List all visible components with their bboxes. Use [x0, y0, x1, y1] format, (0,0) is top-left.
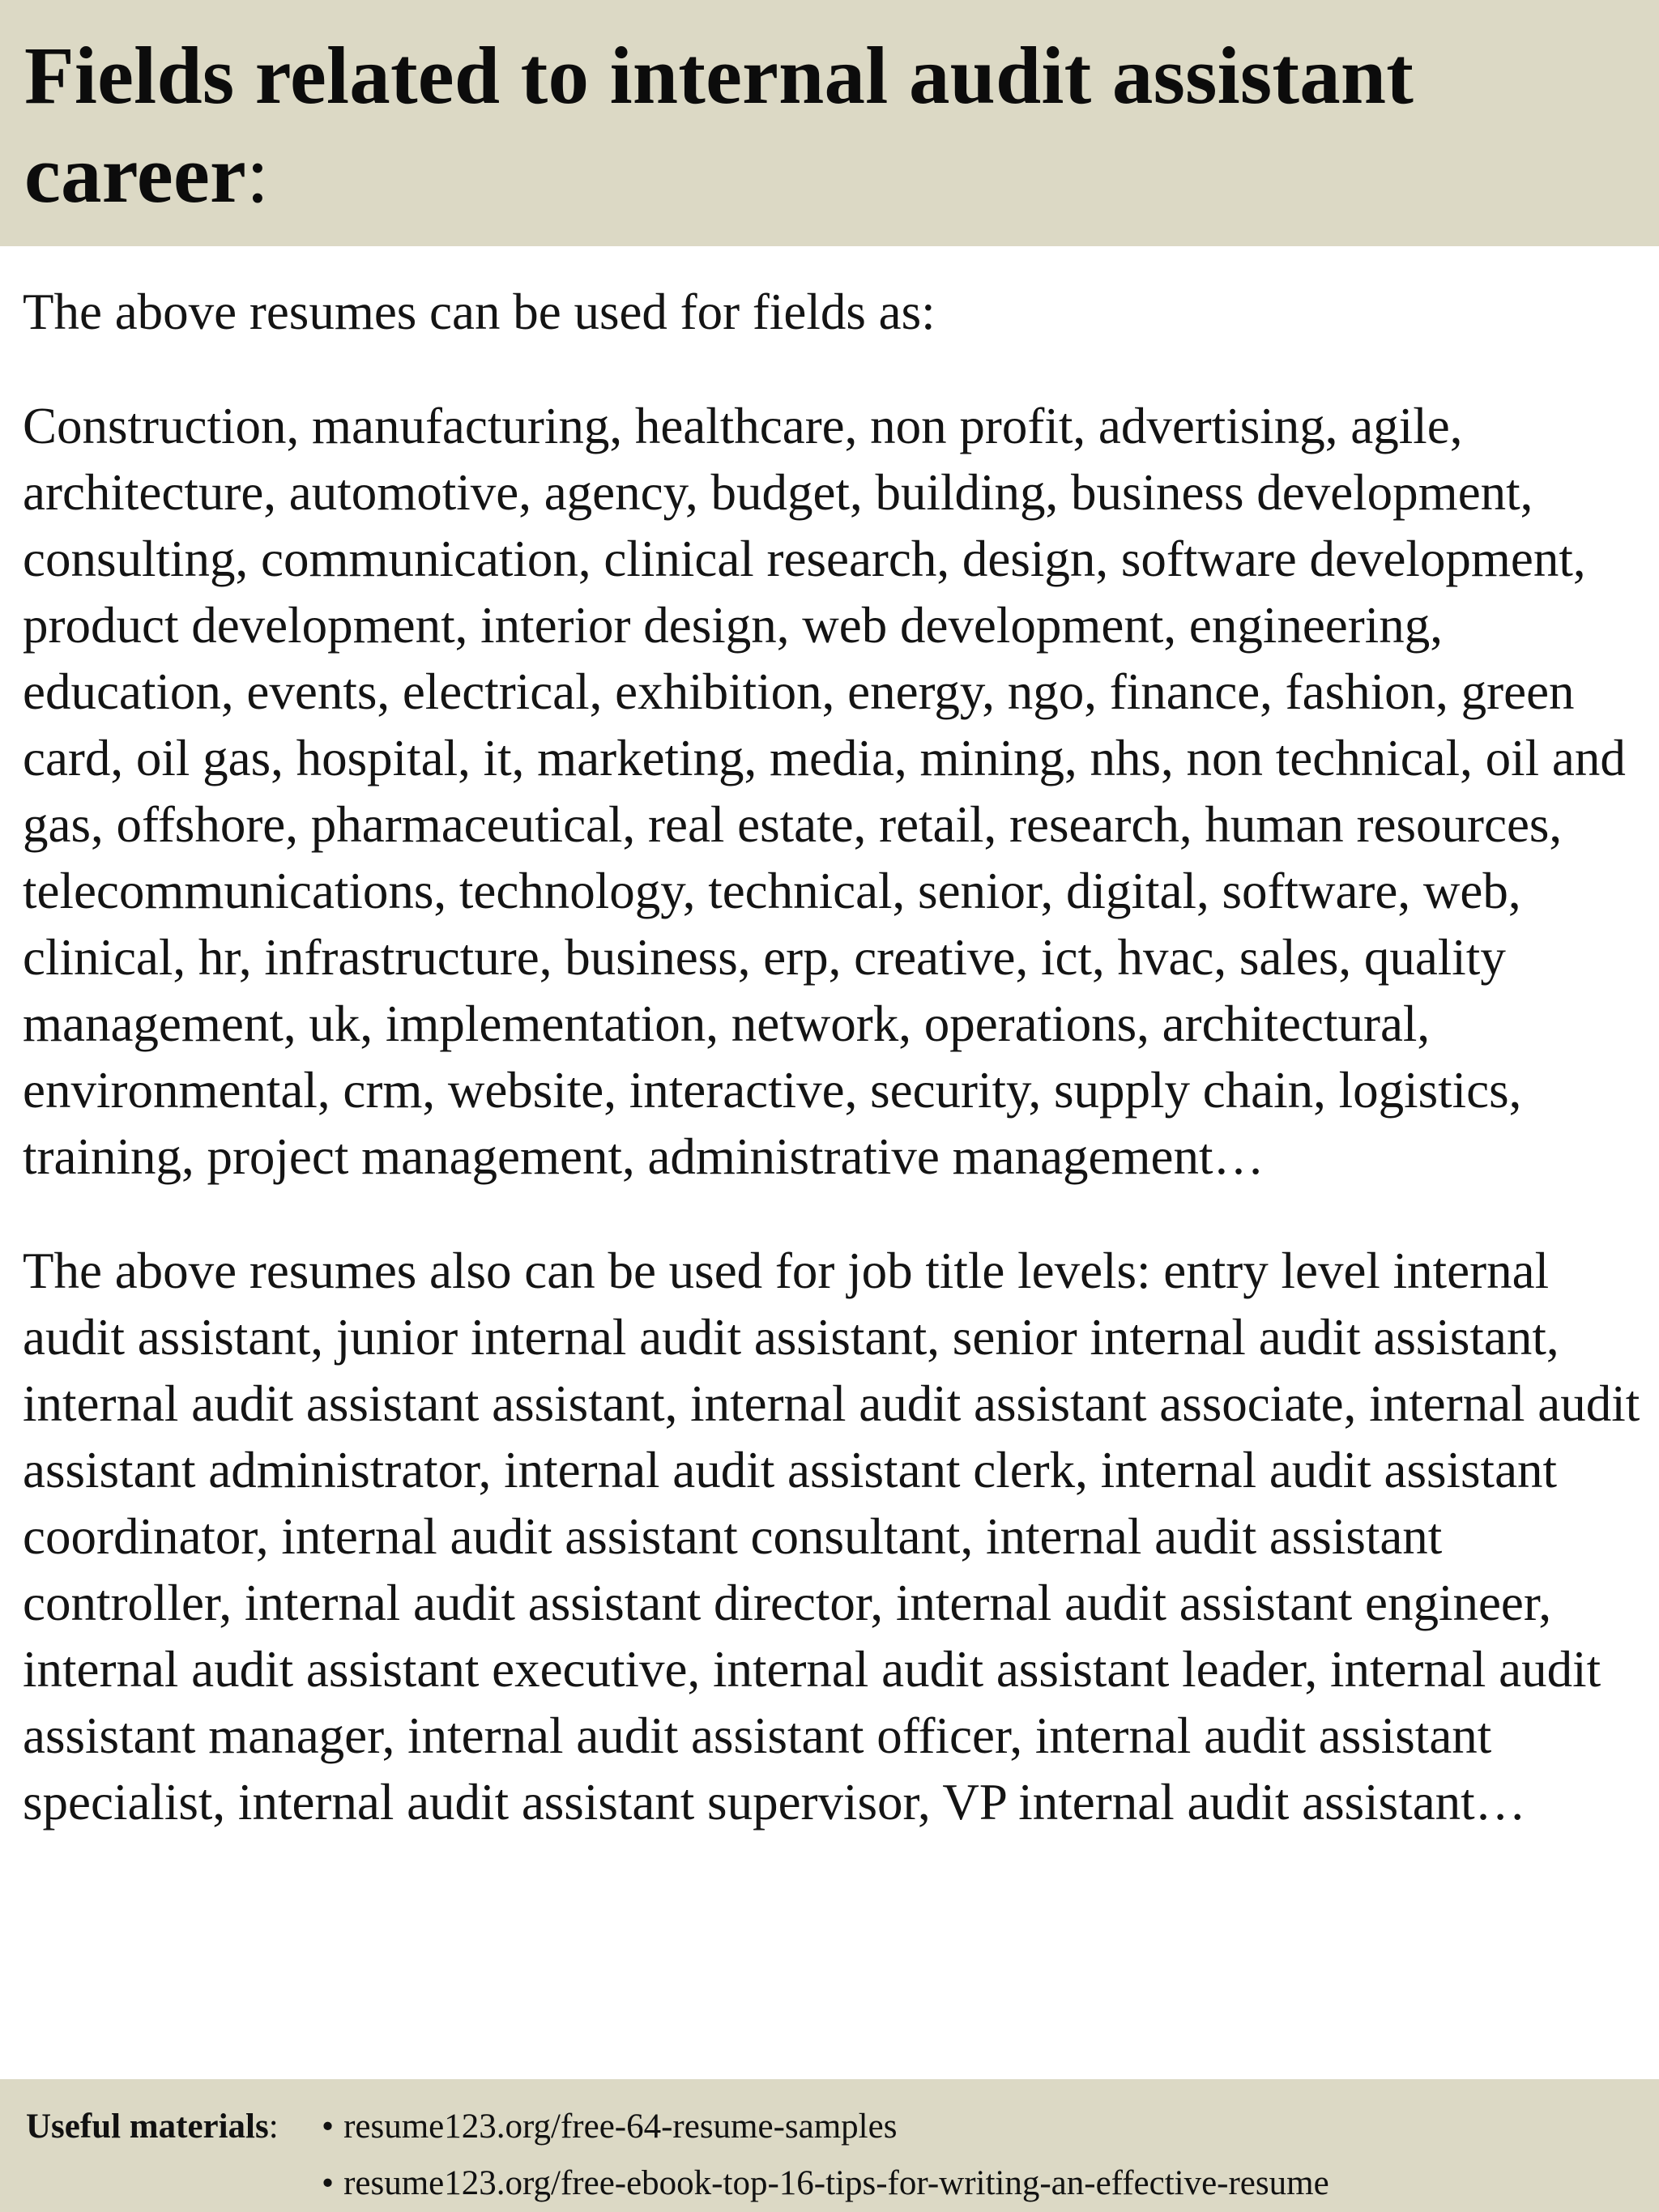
footer-link-2[interactable]: resume123.org/free-ebook-top-16-tips-for-writing-an-effective-resume [343, 2164, 1329, 2202]
footer-list-item-1 [322, 2099, 897, 2155]
page-title-text: Fields related to internal audit assistant career [24, 30, 1414, 219]
footer-label-cell [26, 2099, 322, 2155]
job-levels-paragraph: The above resumes also can be used for job title levels: entry level internal audit assistant, junior internal audit assistant, senior internal audit assistant, internal audit assistant assistant, internal audit assistant associate, internal audit assistant administrator, internal audit assistant clerk, internal audit assistant coordinator, internal audit assistant consultant, internal audit assistant controller, internal audit assistant director, internal audit assistant engineer, internal audit assistant executive, internal audit assistant leader, internal audit assistant manager, internal audit assistant officer, internal audit assistant specialist, internal audit assistant supervisor, VP internal audit assistant… [23, 1242, 1640, 1831]
useful-materials-footer [0, 2079, 1659, 2212]
main-content [23, 279, 1643, 1835]
footer-row-2 [26, 2155, 1659, 2212]
title-banner [0, 0, 1659, 246]
fields-paragraph: Construction, manufacturing, healthcare, non profit, advertising, agile, architecture, automotive, agency, budget, building, business development, consulting, communication, clinical research, design, software development, product development, interior design, web development, engineering, education, events, electrical, exhibition, energy, ngo, finance, fashion, green card, oil gas, hospital, it, marketing, media, mining, nhs, non technical, oil and gas, offshore, pharmaceutical, real estate, retail, research, human resources, telecommunications, technology, technical, senior, digital, software, web, clinical, hr, infrastructure, business, erp, creative, ict, hvac, sales, quality management, uk, implementation, network, operations, architectural, environmental, crm, website, interactive, security, supply chain, logistics, training, project management, administrative management… [23, 398, 1626, 1185]
footer-list-item-2 [322, 2155, 1329, 2212]
useful-materials-colon: : [268, 2108, 279, 2146]
bullet-icon: • [322, 2164, 335, 2202]
footer-row-1 [26, 2099, 1659, 2155]
intro-paragraph: The above resumes can be used for fields as: [23, 283, 936, 340]
footer-label-spacer [26, 2155, 322, 2212]
useful-materials-label: Useful materials [26, 2108, 269, 2146]
footer-link-1[interactable]: resume123.org/free-64-resume-samples [343, 2108, 898, 2146]
page-title-colon: : [246, 129, 270, 219]
bullet-icon: • [322, 2108, 335, 2146]
page-title [24, 26, 1635, 224]
